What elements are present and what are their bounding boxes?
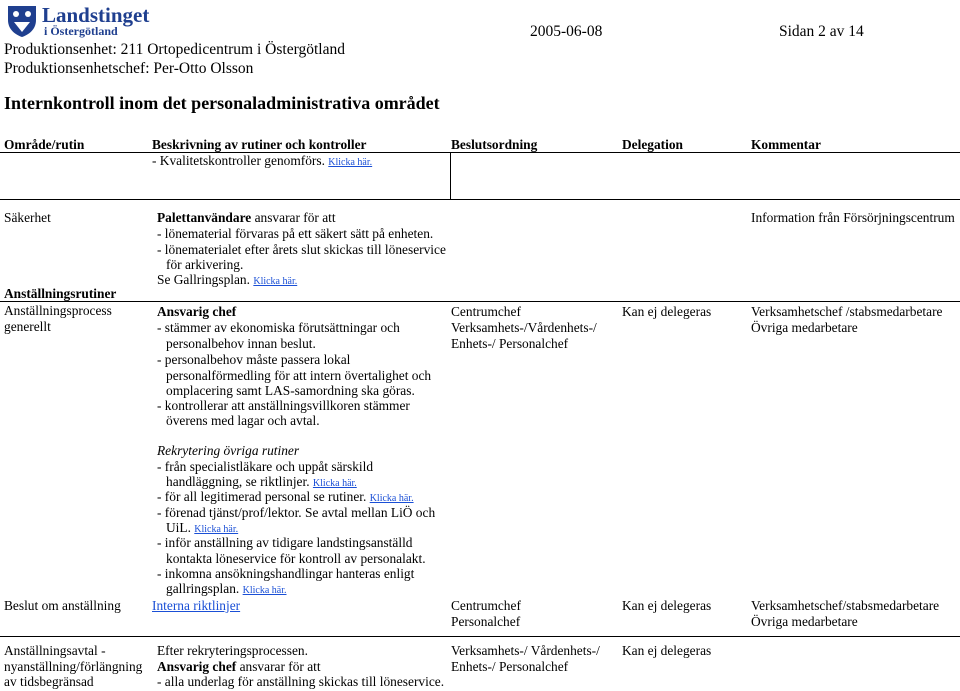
list-item: överens med lagar och avtal. [166, 413, 320, 428]
production-unit: Produktionsenhet: 211 Ortopedicentrum i Östergötland [4, 41, 345, 58]
decision-maker: Personalchef [451, 614, 521, 629]
area-contract-cont: nyanställning/förlängning [4, 659, 143, 674]
list-item: omplacering samt LAS-samordning ska göras. [166, 383, 415, 398]
list-item: - inkomna ansökningshandlingar hanteras enligt [157, 566, 415, 581]
list-item: - lönematerialet efter årets slut skickas till löneservice [157, 242, 446, 257]
table-rule [0, 199, 960, 200]
list-item: - personalbehov måste passera lokal [157, 352, 351, 367]
area-process-cont: generellt [4, 319, 51, 334]
document-date: 2005-06-08 [530, 23, 603, 40]
svg-text:Landstinget: Landstinget [42, 3, 150, 27]
decision-maker: Verksamhets-/Vårdenhets-/ [451, 320, 597, 335]
list-item: - förenad tjänst/prof/lektor. Se avtal mellan LiÖ och [157, 505, 436, 520]
delegation-value: Kan ej delegeras [622, 304, 712, 319]
table-rule [0, 152, 960, 153]
list-item: kontakta löneservice för kontroll av personalakt. [166, 551, 426, 566]
list-item: - inför anställning av tidigare landstingsanställd [157, 535, 413, 550]
list-item: för arkivering. [166, 257, 244, 272]
list-item: Efter rekryteringsprocessen. [157, 643, 308, 658]
column-header-delegation: Delegation [622, 137, 683, 152]
list-item: - lönematerial förvaras på ett säkert sätt på enheten. [157, 226, 434, 241]
list-item: gallringsplan. Klicka här. [166, 581, 287, 596]
decision-maker: Enhets-/ Personalchef [451, 336, 569, 351]
table-rule [0, 301, 960, 302]
area-contract-cont: av tidsbegränsad [4, 674, 94, 689]
comment-security: Information från Försörjningscentrum [751, 210, 955, 225]
column-header-description: Beskrivning av rutiner och kontroller [152, 137, 367, 152]
click-here-link[interactable]: Klicka här. [328, 157, 373, 168]
internal-guidelines-link[interactable]: Interna riktlinjer [152, 598, 241, 613]
click-here-link[interactable]: Klicka här. [242, 585, 287, 596]
area-process: Anställningsprocess [4, 303, 112, 318]
comment-value: Övriga medarbetare [751, 614, 858, 629]
list-item: Se Gallringsplan. Klicka här. [157, 272, 298, 287]
click-here-link[interactable]: Klicka här. [369, 493, 414, 504]
section-heading: Anställningsrutiner [4, 286, 117, 301]
recruitment-heading: Rekrytering övriga rutiner [157, 443, 300, 458]
production-unit-head: Produktionsenhetschef: Per-Otto Olsson [4, 60, 254, 77]
list-item: UiL. Klicka här. [166, 520, 239, 535]
decision-maker: Centrumchef [451, 598, 521, 613]
landstinget-logo-graphic [6, 2, 156, 38]
description-intro: Palettanvändare ansvarar för att [157, 210, 336, 225]
click-here-link[interactable]: Klicka här. [194, 524, 239, 535]
comment-value: Verksamhetschef/stabsmedarbetare [751, 598, 940, 613]
list-item: handläggning, se riktlinjer. Klicka här. [166, 474, 357, 489]
list-item: - kontrollerar att anställningsvillkoren stämmer [157, 398, 410, 413]
decision-maker: Centrumchef [451, 304, 521, 319]
svg-text:i Östergötland: i Östergötland [44, 24, 118, 38]
list-item: - alla underlag för anställning skickas till löneservice. [157, 674, 445, 689]
landstinget-logo [6, 2, 156, 38]
area-security: Säkerhet [4, 210, 51, 225]
column-header-comment: Kommentar [751, 137, 821, 152]
table-rule [0, 636, 960, 637]
click-here-link[interactable]: Klicka här. [253, 276, 298, 287]
delegation-value: Kan ej delegeras [622, 598, 712, 613]
page-number: Sidan 2 av 14 [779, 23, 864, 40]
description-intro: Ansvarig chef ansvarar för att [157, 659, 321, 674]
comment-value: Verksamhetschef /stabsmedarbetare [751, 304, 943, 319]
area-contract: Anställningsavtal - [4, 643, 106, 658]
column-header-area: Område/rutin [4, 137, 85, 152]
delegation-value: Kan ej delegeras [622, 643, 712, 658]
document-title: Internkontroll inom det personaladministrativa området [4, 93, 440, 113]
list-item: personalförmedling för att intern övertalighet och [166, 368, 432, 383]
list-item: - stämmer av ekonomiska förutsättningar och [157, 320, 400, 335]
responsible-role: Ansvarig chef [157, 304, 237, 319]
area-hiring-decision: Beslut om anställning [4, 598, 121, 613]
list-item: - Kvalitetskontroller genomförs. Klicka här. [152, 153, 373, 168]
list-item: - från specialistläkare och uppåt särskild [157, 459, 374, 474]
click-here-link[interactable]: Klicka här. [312, 478, 357, 489]
decision-maker: Enhets-/ Personalchef [451, 659, 569, 674]
column-header-decision: Beslutsordning [451, 137, 538, 152]
list-item: personalbehov innan beslut. [166, 336, 316, 351]
list-item: - för all legitimerad personal se rutiner. Klicka här. [157, 489, 414, 504]
table-divider [450, 152, 451, 200]
decision-maker: Verksamhets-/ Vårdenhets-/ [451, 643, 600, 658]
comment-value: Övriga medarbetare [751, 320, 858, 335]
